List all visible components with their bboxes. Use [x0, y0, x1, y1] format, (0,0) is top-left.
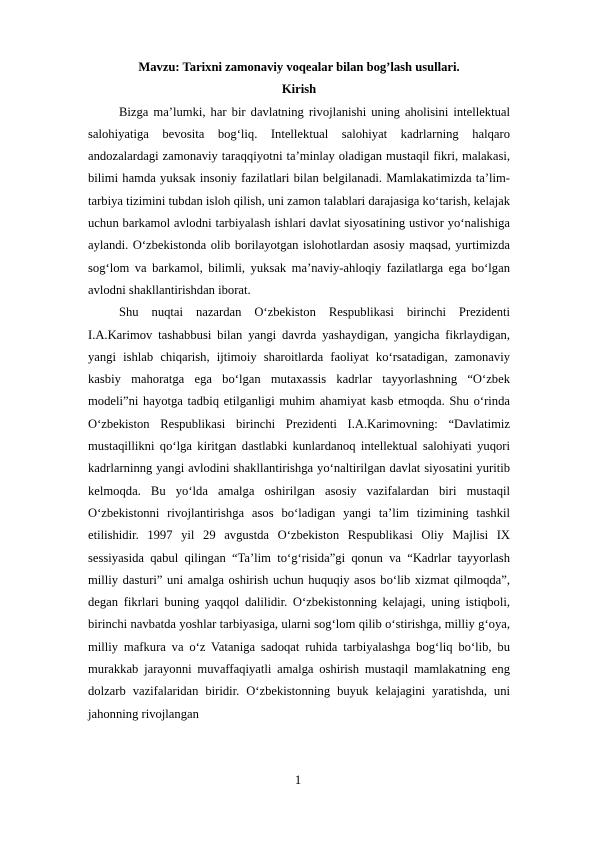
page-number: 1 — [294, 773, 302, 787]
paragraph-2: Shu nuqtai nazardan O‘zbekiston Respublikasi birinchi Prezidenti I.A.Karimov tashabbusi bilan yangi davrda yashaydigan, yangicha fikrlaydigan, yangi ishlab chiqarish, ijtimoiy sharoitlarda faoliyat ko‘rsatadigan, zamonaviy kasbiy mahoratga ega bo‘lgan mutaxassis kadrlar tayyorlashning “O‘zbek modeli”ni hayotga tadbiq etilganligi muhim ahamiyat kasb etmoqda. Shu o‘rinda O‘zbekiston Respublikasi birinchi Prezidenti I.A.Karimovning: “Davlatimiz mustaqillikni qo‘lga kiritgan dastlabki kunlardanoq intellektual salohiyati yuqori kadrlarninng yangi avlodini shakllantirishga yo‘naltirilgan davlat siyosatini yuritib kelmoqda. Bu yo‘lda amalga oshirilgan asosiy vazifalardan biri mustaqil O‘zbekistonni rivojlantirishga asos bo‘ladigan yangi ta’lim tizimining tashkil etilishidir. 1997 yil 29 avgustda O‘zbekiston Respublikasi Oliy Majlisi IX sessiyasida qabul qilingan “Ta’lim to‘g‘risida”gi qonun va “Kadrlar tayyorlash milliy dasturi” uni amalga oshirish uchun huquqiy asos bo‘lib xizmat qilmoqda”, degan fikrlari buning yaqqol dalilidir. O‘zbekistonning kelajagi, uning istiqboli, birinchi navbatda yoshlar tarbiyasiga, ularni sog‘lom qilib o‘stirishga, milliy g‘oya, milliy mafkura va o‘z Vataniga sadoqat ruhida tarbiyalashga bog‘liq bo‘lib, bu murakkab jarayonni muvaffaqiyatli amalga oshirish mustaqil mamlakatning eng dolzarb vazifalaridan biridir. O‘zbekistonning buyuk kelajagini yaratishda, uni jahonning rivojlangan — [88, 305, 510, 721]
document-title: Mavzu: Tarixni zamonaviy voqealar bilan bog’lash usullari. — [138, 60, 460, 74]
paragraph-1: Bizga ma’lumki, har bir davlatning rivojlanishi uning aholisini intellektual salohiyatiga bevosita bog‘liq. Intellektual salohiyat kadrlarning halqaro andozalardagi zamonaviy taraqqiyotni ta’minlay oladigan mustaqil fikri, malakasi, bilimi hamda yuksak insoniy fazilatlari bilan belgilanadi. Mamlakatimizda ta’lim-tarbiya tizimini tubdan isloh qilish, uni zamon talablari darajasiga ko‘tarish, kelajak uchun barkamol avlodni tarbiyalash ishlari davlat siyosatining ustivor yo‘nalishiga aylandi. O‘zbekistonda olib borilayotgan islohotlardan asosiy maqsad, yurtimizda sog‘lom va barkamol, bilimli, yuksak ma’naviy-ahloqiy fazilatlarga ega bo‘lgan avlodni shakllantirishdan iborat. — [88, 104, 510, 297]
document-page — [88, 56, 510, 725]
section-heading: Kirish — [281, 82, 317, 97]
